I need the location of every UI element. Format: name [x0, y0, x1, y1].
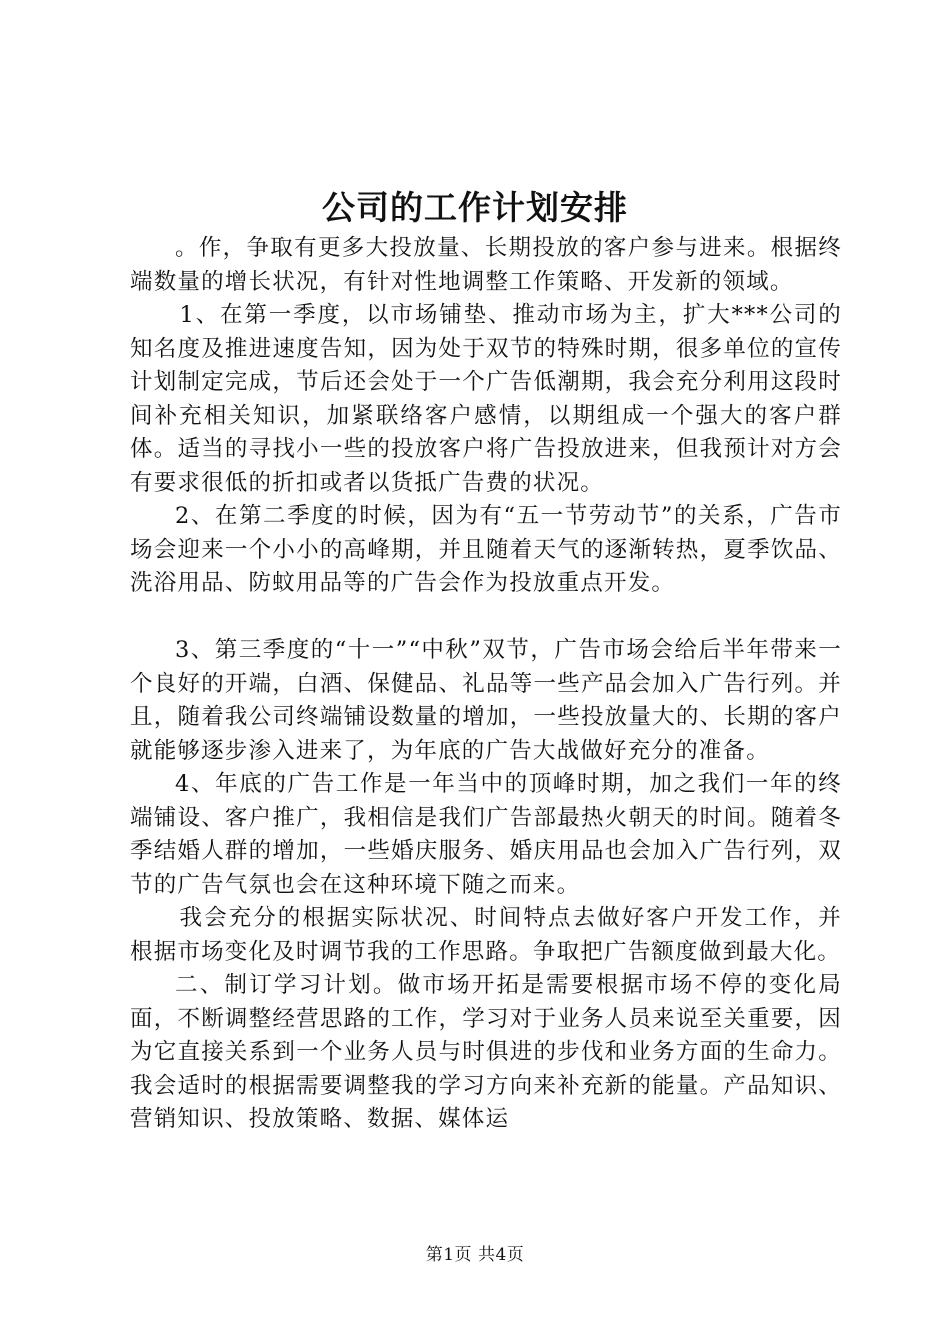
paragraph-q1: 1、在第一季度，以市场铺垫、推动市场为主，扩大***公司的知名度及推进速度告知，因为处于双节的特殊时期，很多单位的宣传计划制定完成，节后还会处于一个广告低潮期，我会充分利用这段时间补充相关知识，加紧联络客户感情，以期组成一个强大的客户群体。适当的寻找小一些的投放客户将广告投放进来，但我预计对方会有要求很低的折扣或者以货抵广告费的状况。: [130, 302, 842, 496]
document-body: [130, 232, 842, 1137]
paragraph-q2: 2、在第二季度的时候，因为有“五一节劳动节”的关系，广告市场会迎来一个小小的高峰期，并且随着天气的逐渐转热，夏季饮品、洗浴用品、防蚊用品等的广告会作为投放重点开发。: [130, 503, 842, 596]
blank-line: [130, 601, 842, 635]
paragraph-q4: 4、年底的广告工作是一年当中的顶峰时期，加之我们一年的终端铺设、客户推广，我相信是我们广告部最热火朝天的时间。随着冬季结婚人群的增加，一些婚庆服务、婚庆用品也会加入广告行列，双节的广告气氛也会在这种环境下随之而来。: [130, 771, 842, 898]
paragraph-study-plan: 二、制订学习计划。做市场开拓是需要根据市场不停的变化局面，不断调整经营思路的工作，学习对于业务人员来说至关重要，因为它直接关系到一个业务人员与时俱进的步伐和业务方面的生命力。我会适时的根据需要调整我的学习方向来补充新的能量。产品知识、营销知识、投放策略、数据、媒体运: [130, 972, 842, 1132]
paragraph-intro: 。作，争取有更多大投放量、长期投放的客户参与进来。根据终端数量的增长状况，有针对性地调整工作策略、开发新的领域。: [130, 235, 842, 295]
paragraph-q3: 3、第三季度的“十一”“中秋”双节，广告市场会给后半年带来一个良好的开端，白酒、保健品、礼品等一些产品会加入广告行列。并且，随着我公司终端铺设数量的增加，一些投放量大的、长期的客户就能够逐步渗入进来了，为年底的广告大战做好充分的准备。: [130, 637, 842, 764]
document-title: 公司的工作计划安排: [322, 188, 628, 227]
page-number-footer: 第1页 共4页: [425, 1245, 525, 1265]
paragraph-summary: 我会充分的根据实际状况、时间特点去做好客户开发工作，并根据市场变化及时调节我的工作思路。争取把广告额度做到最大化。: [130, 905, 842, 965]
